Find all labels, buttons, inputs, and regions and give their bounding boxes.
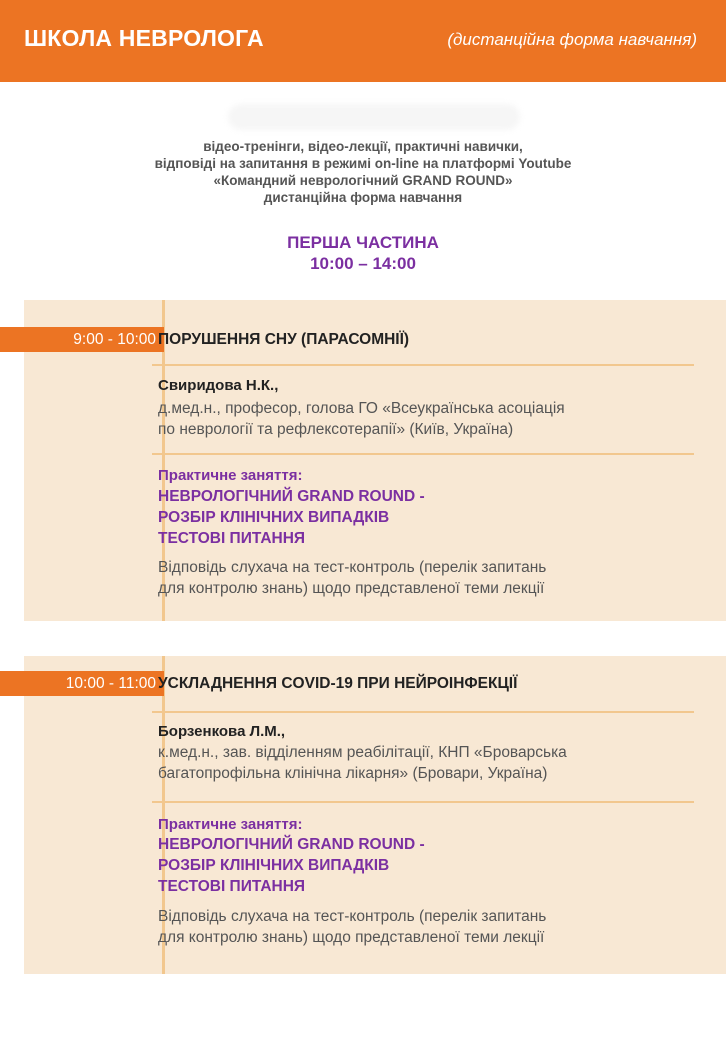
- practice-label: Практичне заняття:: [158, 467, 303, 484]
- speaker-desc-line: д.мед.н., професор, голова ГО «Всеукраїнська асоціація: [158, 400, 565, 417]
- divider: [152, 364, 694, 366]
- speaker-name: Борзенкова Л.М.,: [158, 723, 286, 740]
- session-time-badge: [0, 327, 164, 352]
- divider: [152, 711, 694, 713]
- session-time: 10:00 - 11:00: [65, 675, 156, 692]
- speaker-desc-line: багатопрофільна клінічна лікарня» (Бровари, Україна): [158, 765, 548, 782]
- practice-line: РОЗБІР КЛІНІЧНИХ ВИПАДКІВ: [158, 857, 390, 874]
- session-title: УСКЛАДНЕННЯ COVID-19 ПРИ НЕЙРОІНФЕКЦІЇ: [158, 675, 518, 692]
- speaker-description: [158, 742, 698, 784]
- practice-label: Практичне заняття:: [158, 816, 303, 833]
- test-description: [158, 557, 698, 599]
- page-title: ШКОЛА НЕВРОЛОГА: [24, 25, 264, 51]
- test-description: [158, 906, 698, 948]
- practice-line: ТЕСТОВІ ПИТАННЯ: [158, 878, 306, 895]
- blurred-banner: [228, 104, 520, 130]
- intro-line: дистанційна форма навчання: [263, 190, 463, 205]
- divider: [152, 801, 694, 803]
- practice-line: ТЕСТОВІ ПИТАННЯ: [158, 530, 306, 547]
- practice-line: РОЗБІР КЛІНІЧНИХ ВИПАДКІВ: [158, 509, 390, 526]
- session-block: [24, 300, 726, 621]
- practice-line: НЕВРОЛОГІЧНИЙ GRAND ROUND -: [158, 836, 425, 853]
- speaker-description: [158, 398, 698, 440]
- intro-line: «Командний неврологічний GRAND ROUND»: [213, 173, 513, 188]
- speaker-name: Свиридова Н.К.,: [158, 377, 279, 394]
- intro-line: відповіді на запитання в режимі on-line на платформі Youtube: [154, 156, 572, 171]
- test-desc-line: Відповідь слухача на тест-контроль (перелік запитань: [158, 559, 547, 576]
- speaker-desc-line: по неврології та рефлексотерапії» (Київ, Україна): [158, 421, 514, 438]
- part-title: ПЕРША ЧАСТИНА: [287, 233, 439, 252]
- test-desc-line: для контролю знань) щодо представленої теми лекції: [158, 580, 545, 597]
- session-title: ПОРУШЕННЯ СНУ (ПАРАСОМНІЇ): [158, 331, 410, 348]
- test-desc-line: Відповідь слухача на тест-контроль (перелік запитань: [158, 908, 547, 925]
- part-time: 10:00 – 14:00: [310, 254, 416, 273]
- test-desc-line: для контролю знань) щодо представленої теми лекції: [158, 929, 545, 946]
- intro-text: [0, 138, 726, 206]
- divider: [152, 453, 694, 455]
- practice-line: НЕВРОЛОГІЧНИЙ GRAND ROUND -: [158, 488, 425, 505]
- page-header: [0, 0, 726, 82]
- speaker-desc-line: к.мед.н., зав. відділенням реабілітації, КНП «Броварська: [158, 744, 567, 761]
- page-subtitle: (дистанційна форма навчання): [447, 30, 697, 49]
- session-time-badge: [0, 671, 164, 696]
- session-block: [24, 656, 726, 974]
- session-time: 9:00 - 10:00: [73, 331, 156, 348]
- intro-line: відео-тренінги, відео-лекції, практичні навички,: [203, 139, 523, 154]
- part-heading: [0, 232, 726, 274]
